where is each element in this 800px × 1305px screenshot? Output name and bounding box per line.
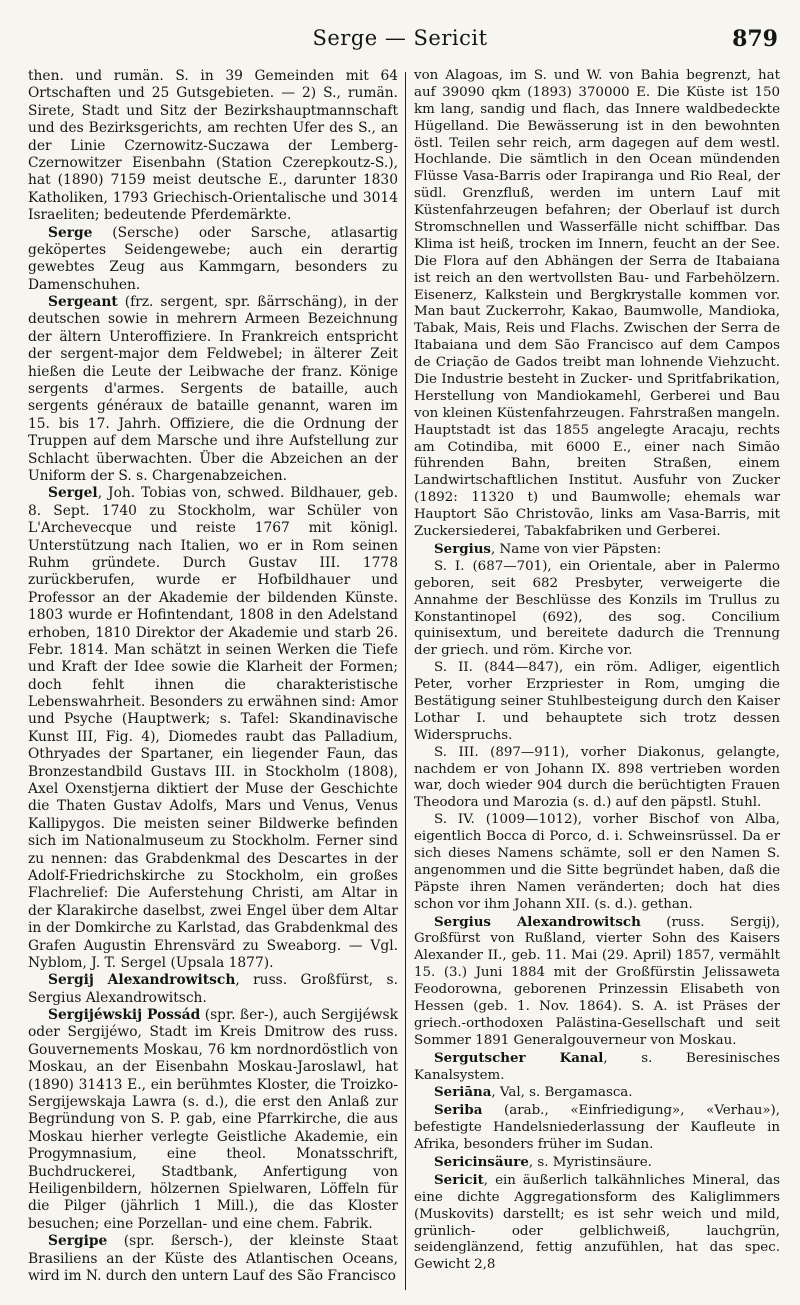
entry-text: (frz. sergent, spr. ßärrschäng), in der deutschen sowie in mehrern Armeen Bezeichnung der ältern Unteroffiziere. In Frankreich entspricht der sergent-major dem Feldwebel; in älterer Zeit hießen die Leute der Leibwache der franz. Könige sergents d'armes. Sergents de bataille, auch sergents généraux de bataille genannt, waren im 15. bis 17. Jahrh. Offiziere, die die Ordnung der Truppen auf dem Marsche und ihre Aufstellung zur Schlacht überwachten. Über die Abzeichen an der Uniform der S. s. Chargenabzeichen. [28,294,398,484]
entry-paragraph [414,559,780,660]
dictionary-entry [414,541,780,559]
entry-headword: Sergius Alexandrowitsch [434,913,641,930]
dictionary-entry [414,1154,780,1172]
entry-headword: Sergel [48,485,98,502]
entry-text: von Alagoas, im S. und W. von Bahia begrenzt, hat auf 39090 qkm (1893) 370000 E. Die Küste ist 150 km lang, sandig und flach, das Innere waldbedeckte Hügelland. Die Bewässerung ist in den bewohnten östl. Teilen sehr reich, arm dagegen auf dem westl. Hochlande. Die sämtlich in den Ocean mündenden Flüsse Vasa-Barris oder Irapiranga und Rio Real, der südl. Grenzfluß, werden im untern Lauf mit Küstenfahrzeugen befahren; der Oberlauf ist durch Stromschnellen und Wasserfälle nicht schiffbar. Das Klima ist heiß, trocken im Innern, feucht an der See. Die Flora auf den Abhängen der Serra de Itabaiana ist reich an den wertvollsten Bau- und Farbehölzern. Eisenerz, Kalkstein und Bergkrystalle kommen vor. Man baut Zuckerrohr, Kakao, Baumwolle, Mandioka, Tabak, Mais, Reis und Flachs. Zwischen der Serra de Itabaiana und dem São Francisco auf dem Campos de Criação de Gados treibt man lohnende Viehzucht. Die Industrie besteht in Zucker- und Spritfabrikation, Herstellung von Mandiokamehl, Gerberei und Bau von kleinen Küstenfahrzeugen. Fahrstraßen mangeln. Hauptstadt ist das 1855 angelegte Aracaju, rechts am Cotindiba, mit 6000 E., einer nach Simão führenden Bahn, breiten Straßen, einem Landwirtschaftlichen Institut. Ausfuhr von Zucker (1892: 11320 t) und Baumwolle; ehemals war Hauptort São Christovão, links am Vasa-Barris, mit Zuckersiederei, Tabakfabriken und Gerberei. [414,68,780,540]
column-divider [405,72,406,1290]
entry-paragraph [414,68,780,541]
entry-text: , Name von vier Päpsten: [490,541,662,557]
dictionary-entry [28,485,398,972]
running-title: Serge — Sericit [312,26,488,50]
page-number: 879 [732,26,778,52]
entry-text: then. und rumän. S. in 39 Gemeinden mit 64 Ortschaften und 25 Gutsgebieten. — 2) S., rumän. Sirete, Stadt und Sitz der Bezirkshauptmannschaft und des Bezirksgerichts, am rechten Ufer des S., an der Linie Czernowitz-Suczawa der Lemberg-Czernowitzer Eisenbahn (Station Czerepkoutz-S.), hat (1890) 7159 meist deutsche E., darunter 1830 Katholiken, 1793 Griechisch-Orientalische und 3014 Israeliten; bedeutende Pferdemärkte. [28,68,398,224]
entry-text: S. IV. (1009—1012), vorher Bischof von Alba, eigentlich Bocca di Porco, d. i. Schweinsrüssel. Da er sich dieses Namens schämte, soll er den Namen S. angenommen und die Sitte begründet haben, daß die Päpste ihren Namen veränderten; doch hat dies schon vor ihm Johann XII. (s. d.). gethan. [414,812,780,912]
right-column [414,68,780,1274]
dictionary-entry [414,914,780,1050]
entry-text: (arab., «Einfriedigung», «Verhau»), befestigte Handelsniederlassung der Kaufleute in Afrika, besonders früher im Sudan. [414,1103,780,1153]
dictionary-entry [28,1233,398,1285]
dictionary-entry [28,225,398,295]
entry-headword: Sergeant [48,294,118,311]
entry-paragraph [414,745,780,813]
entry-paragraph [414,660,780,744]
dictionary-entry [414,1172,780,1274]
entry-text: (spr. ßersch-), der kleinste Staat Brasiliens an der Küste des Atlantischen Oceans, wird im N. durch den untern Lauf des São Francisco [28,1233,398,1284]
dictionary-entry [28,972,398,1007]
entry-headword: Sergijéwskij Possád [48,1007,201,1024]
entry-headword: Sergipe [48,1233,108,1250]
entry-text: (spr. ßer-), auch Sergijéwsk oder Sergijéwo, Stadt im Kreis Dmitrow des russ. Gouvernements Moskau, 76 km nordnordöstlich von Moskau, an der Eisenbahn Moskau-Jaroslawl, hat (1890) 31413 E., ein berühmtes Kloster, die Troizko-Sergijewskaja Lawra (s. d.), die erst den Anlaß zur Begründung von S. P. gab, eine Pfarrkirche, die aus Moskau hierher verlegte Geistliche Akademie, ein Progymnasium, eine theol. Monatsschrift, Buchdruckerei, Stadtbank, Anfertigung von Heiligenbildern, hölzernen Spielwaren, Löffeln für die Pilger (jährlich 1 Mill.), die das Kloster besuchen; eine Porzellan- und eine chem. Fabrik. [28,1007,398,1232]
entry-text: , Val, s. Bergamasca. [491,1085,633,1101]
entry-text: , Joh. Tobias von, schwed. Bildhauer, geb. 8. Sept. 1740 zu Stockholm, war Schüler von L'Archevecque und reiste 1767 mit königl. Unterstützung nach Italien, wo er in Rom seinen Ruhm gründete. Durch Gustav III. 1778 zurückberufen, wurde er Hofbildhauer und Professor an der Akademie der bildenden Künste. 1803 wurde er Hofintendant, 1808 in den Adelstand erhoben, 1810 Direktor der Akademie und starb 26. Febr. 1814. Man schätzt in seinen Werken die Tiefe und Kraft der Idee sowie die Klarheit der Formen; doch fehlt ihnen die charakteristische Lebenswahrheit. Besonders zu erwähnen sind: Amor und Psyche (Hauptwerk; s. Tafel: Skandinavische Kunst III, Fig. 4), Diomedes raubt das Palladium, Othryades der Spartaner, ein liegender Faun, das Bronzestandbild Gustavs III. in Stockholm (1808), Axel Oxenstjerna diktiert der Muse der Geschichte die Thaten Gustav Adolfs, Mars und Venus, Venus Kallipygos. Die meisten seiner Bildwerke befinden sich im Nationalmuseum zu Stockholm. Ferner sind zu nennen: das Grabdenkmal des Descartes in der Adolf-Friedrichskirche zu Stockholm, ein großes Flachrelief: Die Auferstehung Christi, am Altar in der Klarakirche daselbst, zwei Engel über dem Altar in der Domkirche zu Karlstad, das Grabdenkmal des Grafen Augustin Ehrensvärd zu Sweaborg. — Vgl. Nyblom, J. T. Sergel (Upsala 1877). [28,485,398,971]
left-column [28,68,398,1285]
entry-headword: Sergutscher Kanal [434,1049,604,1066]
dictionary-entry [414,1102,780,1154]
entry-headword: Sericit [434,1171,484,1188]
entry-text: (Sersche) oder Sarsche, atlasartig geköpertes Seidengewebe; auch ein derartig gewebtes Zeug aus Kammgarn, besonders zu Damenschuhen. [28,224,398,293]
page-header [0,26,800,56]
entry-text: (russ. Sergij), Großfürst von Rußland, vierter Sohn des Kaisers Alexander II., geb. 11. Mai (29. April) 1857, vermählt 15. (3.) Juni 1884 mit der Großfürstin Jelissaweta Feodorowna, geborenen Prinzessin Elisabeth von Hessen (geb. 1. Nov. 1864). S. A. ist Präses der griech.-orthodoxen Palästina-Gesellschaft und seit Sommer 1891 Generalgouverneur von Moskau. [414,914,780,1048]
entry-text: , ein äußerlich talkähnliches Mineral, das eine dichte Aggregationsform des Kaliglimmers (Muskovits) darstellt; es ist sehr weich und mild, grünlich- oder gelblichweiß, lauchgrün, seidenglänzend, fettig anzufühlen, hat das spec. Gewicht 2,8 [414,1172,780,1273]
dictionary-entry [414,1084,780,1102]
entry-paragraph [28,68,398,225]
entry-text: S. II. (844—847), ein röm. Adliger, eigentlich Peter, vorher Erzpriester in Rom, umging die Bestätigung seiner Stuhlbesteigung durch den Kaiser Lothar I. und behauptete sich trotz dessen Widerspruchs. [414,660,780,743]
entry-headword: Sergius [434,540,491,557]
entry-headword: Sericinsäure [434,1154,529,1170]
entry-paragraph [414,812,780,913]
entry-headword: Seriba [434,1102,483,1119]
entry-text: S. III. (897—911), vorher Diakonus, gelangte, nachdem er von Johann IX. 898 vertrieben worden war, doch wieder 904 durch die berüchtigten Frauen Theodora und Marozia (s. d.) auf den päpstl. Stuhl. [414,744,780,811]
entry-text: , s. Myristinsäure. [528,1155,652,1170]
dictionary-entry [414,1050,780,1085]
dictionary-entry [28,1007,398,1233]
entry-headword: Seriāna [434,1084,492,1101]
entry-headword: Serge [48,224,93,241]
entry-text: S. I. (687—701), ein Orientale, aber in Palermo geboren, seit 682 Presbyter, verweigerte die Annahme der Beschlüsse des Konzils im Trullus zu Konstantinopel (692), des sog. Concilium quinisextum, und bereitete dadurch die Trennung der griech. und röm. Kirche vor. [414,558,780,659]
dictionary-entry [28,294,398,485]
entry-text: , s. Beresinisches Kanalsystem. [414,1050,780,1083]
entry-text: , russ. Großfürst, s. Sergius Alexandrowitsch. [28,972,398,1006]
entry-headword: Sergij Alexandrowitsch [48,972,236,989]
